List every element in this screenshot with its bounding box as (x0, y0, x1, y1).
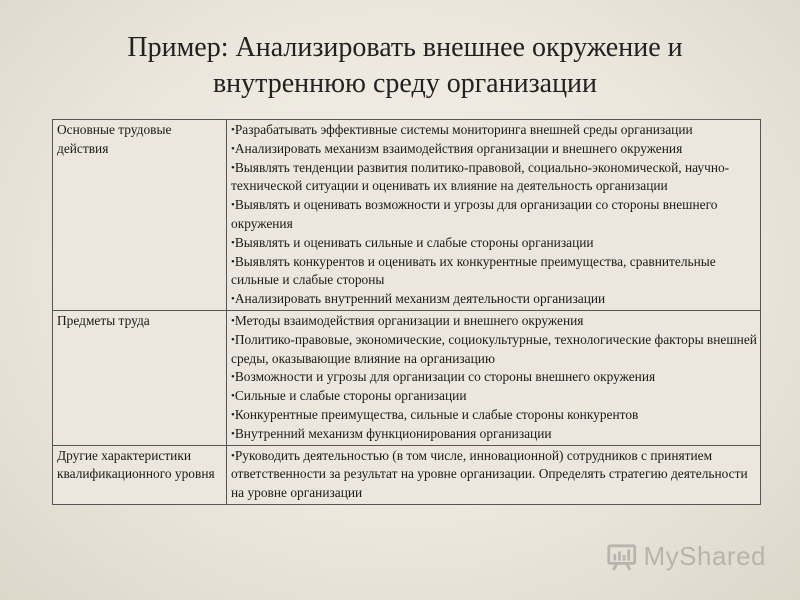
bullet-icon: • (231, 333, 235, 346)
row-items (227, 445, 761, 504)
list-item-text: Внутренний механизм функционирования организации (234, 425, 552, 441)
list-item-text: Выявлять и оценивать возможности и угрозы для организации со стороны внешнего окружения (231, 197, 718, 231)
list-item-text: Выявлять тенденции развития политико-правовой, социально-экономической, научно-технической ситуации и оценивать их влияние на деятельность организации (231, 159, 730, 194)
bullet-icon: • (231, 199, 235, 212)
row-items (227, 120, 761, 311)
slide-title-line1: Пример: Анализировать внешнее окружение и (127, 32, 683, 63)
list-item (231, 387, 757, 406)
bullet-icon: • (231, 408, 235, 421)
bullet-icon: • (231, 293, 235, 306)
list-item (231, 312, 757, 331)
competency-table (52, 119, 761, 505)
list-item (231, 121, 757, 140)
bullet-icon: • (231, 390, 235, 403)
list-item-text: Анализировать внутренний механизм деятельности организации (234, 291, 606, 307)
table-row (53, 310, 761, 445)
list-item-text: Конкурентные преимущества, сильные и слабые стороны конкурентов (234, 406, 639, 422)
bullet-icon: • (231, 427, 235, 440)
list-item-text: Политико-правовые, экономические, социокультурные, технологические факторы внешней среды, оказывающие влияние на организацию (231, 331, 757, 366)
list-item (231, 425, 757, 444)
bullet-icon: • (231, 236, 235, 249)
row-label: Основные трудовые действия (53, 120, 227, 311)
list-item (231, 140, 757, 159)
list-item-text: Методы взаимодействия организации и внешнего окружения (234, 312, 584, 328)
list-item-text: Руководить деятельностью (в том числе, инновационной) сотрудников с принятием ответственности за результат на уровне организации. Определять стратегию деятельности на уровне организации (231, 447, 748, 501)
list-item-text: Возможности и угрозы для организации со стороны внешнего окружения (234, 369, 656, 385)
list-item-text: Разрабатывать эффективные системы мониторинга внешней среды организации (234, 122, 693, 137)
table-row (53, 120, 761, 311)
bullet-icon: • (231, 371, 235, 384)
list-item (231, 447, 757, 503)
bullet-icon: • (231, 255, 235, 268)
list-item-text: Анализировать механизм взаимодействия организации и внешнего окружения (234, 140, 683, 156)
list-item (231, 253, 757, 291)
list-item (231, 196, 757, 234)
list-item (231, 234, 757, 253)
list-item (231, 406, 757, 425)
presentation-board-icon (606, 539, 638, 573)
list-item (231, 331, 757, 369)
bullet-icon: • (231, 142, 235, 155)
bullet-icon: • (231, 314, 235, 327)
bullet-icon: • (231, 449, 235, 462)
bullet-icon: • (231, 124, 235, 136)
row-items (227, 310, 761, 445)
table-row (53, 445, 761, 504)
list-item (231, 159, 757, 197)
watermark-logo (606, 538, 766, 574)
row-label: Предметы труда (53, 310, 227, 445)
list-item (231, 290, 757, 309)
slide-title-line2: внутреннюю среду организации (212, 68, 598, 99)
list-item-text: Сильные и слабые стороны организации (234, 388, 467, 404)
slide-title (60, 30, 750, 102)
list-item-text: Выявлять и оценивать сильные и слабые стороны организации (234, 234, 594, 250)
row-label: Другие характеристики квалификационного уровня (53, 445, 227, 504)
list-item-text: Выявлять конкурентов и оценивать их конкурентные преимущества, сравнительные сильные и слабые стороны (231, 253, 716, 288)
bullet-icon: • (231, 161, 235, 174)
list-item (231, 368, 757, 387)
watermark-text: MyShared (643, 540, 766, 571)
